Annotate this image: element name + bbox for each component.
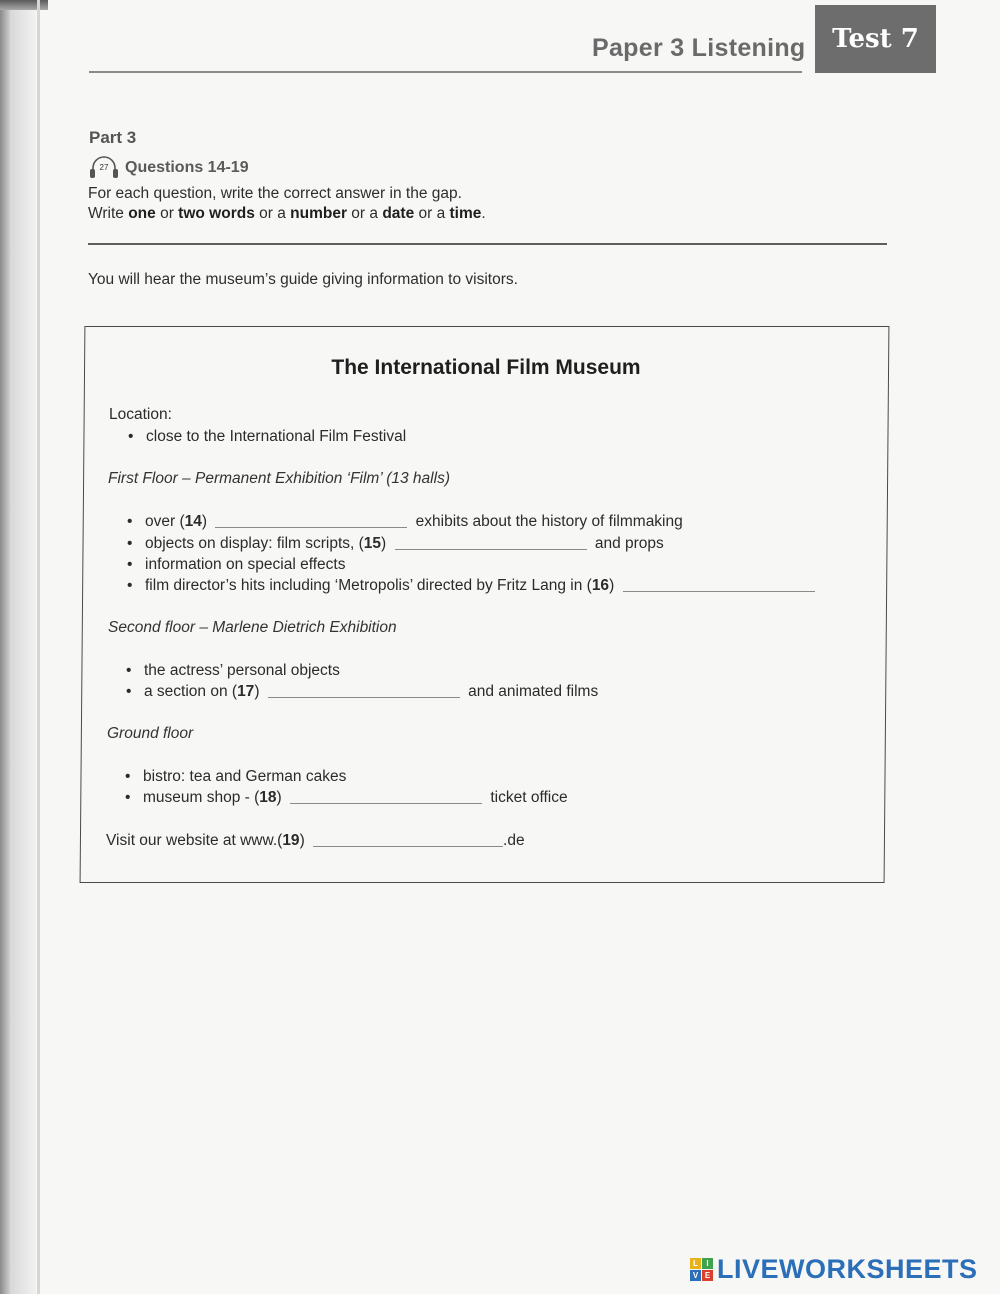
- logo-tile-v: V: [690, 1270, 701, 1281]
- answer-gap-16[interactable]: [623, 590, 815, 592]
- liveworksheets-logo: [690, 1252, 978, 1286]
- bistro-bullet: • bistro: tea and German cakes: [125, 768, 346, 786]
- location-bullet: • close to the International Film Festival: [128, 428, 406, 446]
- answer-gap-18[interactable]: [290, 802, 482, 804]
- question-17: • a section on (17) and animated films: [126, 683, 598, 701]
- headphones-icon: [89, 156, 119, 180]
- question-16: • film director’s hits including ‘Metropolis’ directed by Fritz Lang in (16): [127, 577, 819, 595]
- first-floor-heading: First Floor – Permanent Exhibition ‘Film’ (13 halls): [108, 470, 450, 487]
- logo-tile-i: I: [702, 1258, 713, 1269]
- listening-intro: You will hear the museum’s guide giving information to visitors.: [88, 271, 518, 288]
- ground-floor-heading: Ground floor: [107, 725, 194, 742]
- liveworksheets-wordmark: LIVEWORKSHEETS: [717, 1253, 978, 1284]
- question-18: • museum shop - (18) ticket office: [125, 789, 568, 807]
- page-corner-shadow: [0, 0, 48, 10]
- question-14: • over (14) exhibits about the history of filmmaking: [127, 513, 683, 531]
- special-effects-bullet: • information on special effects: [127, 556, 345, 574]
- paper-title: Paper 3 Listening: [592, 34, 806, 62]
- part-label: Part 3: [89, 128, 137, 147]
- answer-gap-19[interactable]: [313, 845, 503, 847]
- page-binding-edge: [0, 0, 10, 1294]
- track-number: 27: [99, 163, 109, 172]
- questions-label: Questions 14-19: [125, 159, 249, 176]
- instructions-divider: [88, 243, 887, 245]
- answer-gap-17[interactable]: [268, 696, 460, 698]
- question-19: Visit our website at www.(19) .de: [106, 832, 525, 849]
- answer-gap-15[interactable]: [395, 548, 587, 550]
- instruction-line-1: For each question, write the correct answer in the gap.: [88, 185, 462, 202]
- page-binding-shadow: [10, 0, 36, 1294]
- question-15: • objects on display: film scripts, (15) and props: [127, 535, 664, 553]
- logo-tile-e: E: [702, 1270, 713, 1281]
- header-divider: [89, 71, 802, 73]
- questions-row: [89, 155, 249, 181]
- personal-objects-bullet: • the actress’ personal objects: [126, 662, 340, 680]
- instruction-line-2: Write one or two words or a number or a date or a time.: [88, 205, 486, 222]
- location-label: Location:: [109, 406, 172, 423]
- test-tab: Test 7: [815, 5, 936, 73]
- logo-tile-l: L: [690, 1258, 701, 1269]
- answer-gap-14[interactable]: [215, 526, 407, 528]
- liveworksheets-logo-grid: [690, 1258, 713, 1281]
- museum-title: The International Film Museum: [331, 356, 641, 379]
- spine-line: [37, 0, 40, 1294]
- second-floor-heading: Second floor – Marlene Dietrich Exhibition: [108, 619, 397, 636]
